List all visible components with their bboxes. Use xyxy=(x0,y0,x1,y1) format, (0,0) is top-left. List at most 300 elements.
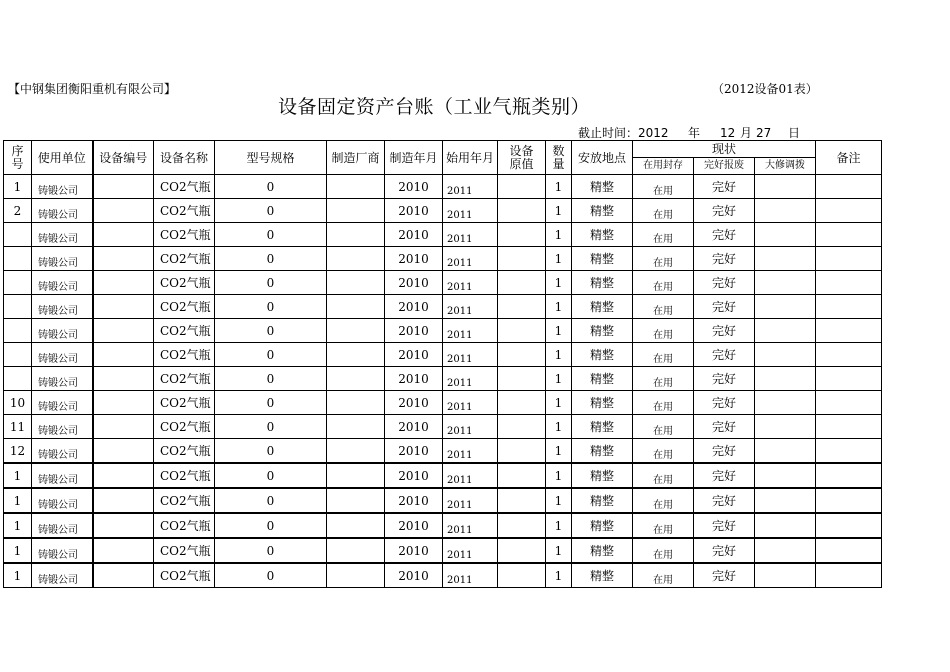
col-equip-name-header: 设备名称 xyxy=(154,141,215,175)
cell-value xyxy=(498,343,546,367)
cell-status-condition: 完好 xyxy=(694,415,755,439)
cell-status-condition: 完好 xyxy=(694,488,755,513)
cell-status-condition: 完好 xyxy=(694,538,755,563)
cell-model: 0 xyxy=(215,513,327,538)
cell-start-date: 2011 xyxy=(443,439,498,464)
cell-location: 精整 xyxy=(572,391,633,415)
cell-make-date: 2010 xyxy=(385,538,443,563)
cell-model: 0 xyxy=(215,295,327,319)
cell-maker xyxy=(327,319,385,343)
cell-status-repair xyxy=(755,488,816,513)
cell-status-repair xyxy=(755,271,816,295)
cell-make-date: 2010 xyxy=(385,367,443,391)
cell-qty: 1 xyxy=(546,367,572,391)
cell-equip-name: CO2气瓶 xyxy=(154,295,215,319)
cell-model: 0 xyxy=(215,538,327,563)
cell-maker xyxy=(327,367,385,391)
cell-remark xyxy=(816,463,882,488)
cell-status-use: 在用 xyxy=(633,199,694,223)
table-row xyxy=(4,247,882,271)
col-qty-line2: 量 xyxy=(552,156,565,171)
cell-qty: 1 xyxy=(546,271,572,295)
cell-remark xyxy=(816,488,882,513)
cell-value xyxy=(498,415,546,439)
cell-unit: 铸锻公司 xyxy=(32,463,93,488)
cell-seq: 1 xyxy=(4,175,32,199)
cell-status-use: 在用 xyxy=(633,175,694,199)
cutoff-year-unit: 年 xyxy=(688,126,701,140)
cell-qty: 1 xyxy=(546,538,572,563)
cell-remark xyxy=(816,199,882,223)
cell-status-condition: 完好 xyxy=(694,175,755,199)
cell-equip-name: CO2气瓶 xyxy=(154,199,215,223)
cell-unit: 铸锻公司 xyxy=(32,343,93,367)
cell-location: 精整 xyxy=(572,223,633,247)
cell-status-repair xyxy=(755,513,816,538)
ledger-body xyxy=(4,175,882,588)
cell-status-repair xyxy=(755,439,816,464)
cell-equip-no xyxy=(93,367,154,391)
cell-unit: 铸锻公司 xyxy=(32,271,93,295)
cell-location: 精整 xyxy=(572,367,633,391)
table-row xyxy=(4,439,882,464)
cell-seq xyxy=(4,223,32,247)
cell-status-repair xyxy=(755,563,816,588)
cell-equip-name: CO2气瓶 xyxy=(154,439,215,464)
cell-status-condition: 完好 xyxy=(694,199,755,223)
cell-status-condition: 完好 xyxy=(694,247,755,271)
col-remark-header: 备注 xyxy=(816,141,882,175)
table-row xyxy=(4,319,882,343)
col-qty-line1: 数 xyxy=(552,143,565,158)
cell-status-repair xyxy=(755,295,816,319)
cell-remark xyxy=(816,439,882,464)
table-row xyxy=(4,199,882,223)
cell-seq xyxy=(4,367,32,391)
cell-equip-no xyxy=(93,271,154,295)
cell-remark xyxy=(816,247,882,271)
col-status-condition-header: 完好报废 xyxy=(694,158,755,175)
cell-status-condition: 完好 xyxy=(694,295,755,319)
cell-equip-no xyxy=(93,538,154,563)
col-location-header: 安放地点 xyxy=(572,141,633,175)
cell-make-date: 2010 xyxy=(385,513,443,538)
cell-value xyxy=(498,463,546,488)
cell-unit: 铸锻公司 xyxy=(32,319,93,343)
cell-equip-name: CO2气瓶 xyxy=(154,538,215,563)
col-qty-header xyxy=(546,141,572,175)
cell-unit: 铸锻公司 xyxy=(32,247,93,271)
cell-maker xyxy=(327,343,385,367)
cell-location: 精整 xyxy=(572,343,633,367)
cell-qty: 1 xyxy=(546,223,572,247)
cell-status-condition: 完好 xyxy=(694,343,755,367)
cell-equip-no xyxy=(93,247,154,271)
cell-start-date: 2011 xyxy=(443,367,498,391)
cell-maker xyxy=(327,175,385,199)
cell-unit: 铸锻公司 xyxy=(32,199,93,223)
cell-make-date: 2010 xyxy=(385,319,443,343)
table-row xyxy=(4,513,882,538)
cell-value xyxy=(498,563,546,588)
cell-start-date: 2011 xyxy=(443,271,498,295)
cell-equip-no xyxy=(93,295,154,319)
col-value-header xyxy=(498,141,546,175)
cell-value xyxy=(498,391,546,415)
cell-model: 0 xyxy=(215,367,327,391)
cell-seq: 1 xyxy=(4,563,32,588)
cell-make-date: 2010 xyxy=(385,223,443,247)
cell-start-date: 2011 xyxy=(443,295,498,319)
cell-maker xyxy=(327,295,385,319)
cell-equip-name: CO2气瓶 xyxy=(154,367,215,391)
cell-qty: 1 xyxy=(546,199,572,223)
cell-status-condition: 完好 xyxy=(694,271,755,295)
cell-qty: 1 xyxy=(546,295,572,319)
cell-make-date: 2010 xyxy=(385,488,443,513)
cell-unit: 铸锻公司 xyxy=(32,367,93,391)
cell-status-repair xyxy=(755,538,816,563)
cell-model: 0 xyxy=(215,463,327,488)
cell-equip-name: CO2气瓶 xyxy=(154,488,215,513)
cell-qty: 1 xyxy=(546,563,572,588)
cell-start-date: 2011 xyxy=(443,563,498,588)
cell-equip-no xyxy=(93,488,154,513)
cell-unit: 铸锻公司 xyxy=(32,563,93,588)
cell-status-condition: 完好 xyxy=(694,223,755,247)
cell-maker xyxy=(327,415,385,439)
cell-model: 0 xyxy=(215,175,327,199)
cell-seq: 2 xyxy=(4,199,32,223)
cutoff-label: 截止时间： xyxy=(578,126,639,140)
cell-status-condition: 完好 xyxy=(694,367,755,391)
cell-unit: 铸锻公司 xyxy=(32,538,93,563)
cell-value xyxy=(498,538,546,563)
cell-remark xyxy=(816,319,882,343)
cell-location: 精整 xyxy=(572,415,633,439)
cell-qty: 1 xyxy=(546,175,572,199)
cell-start-date: 2011 xyxy=(443,319,498,343)
cell-status-repair xyxy=(755,415,816,439)
cell-start-date: 2011 xyxy=(443,391,498,415)
cell-maker xyxy=(327,439,385,464)
cell-equip-no xyxy=(93,175,154,199)
cell-make-date: 2010 xyxy=(385,247,443,271)
cell-location: 精整 xyxy=(572,513,633,538)
cell-model: 0 xyxy=(215,488,327,513)
table-row xyxy=(4,463,882,488)
cell-seq: 10 xyxy=(4,391,32,415)
cell-remark xyxy=(816,175,882,199)
cell-maker xyxy=(327,199,385,223)
cell-status-condition: 完好 xyxy=(694,319,755,343)
cutoff-year: 2012 xyxy=(638,126,669,140)
cell-model: 0 xyxy=(215,319,327,343)
table-row xyxy=(4,343,882,367)
cell-value xyxy=(498,223,546,247)
cell-remark xyxy=(816,538,882,563)
cell-equip-no xyxy=(93,513,154,538)
cell-start-date: 2011 xyxy=(443,223,498,247)
cell-location: 精整 xyxy=(572,199,633,223)
cell-status-use: 在用 xyxy=(633,538,694,563)
cell-equip-name: CO2气瓶 xyxy=(154,513,215,538)
cell-location: 精整 xyxy=(572,488,633,513)
cell-model: 0 xyxy=(215,223,327,247)
cell-qty: 1 xyxy=(546,319,572,343)
cell-make-date: 2010 xyxy=(385,175,443,199)
cutoff-month-unit: 月 xyxy=(740,126,753,140)
cell-status-repair xyxy=(755,247,816,271)
cell-location: 精整 xyxy=(572,439,633,464)
cell-equip-no xyxy=(93,391,154,415)
cell-make-date: 2010 xyxy=(385,271,443,295)
cell-status-use: 在用 xyxy=(633,488,694,513)
cell-model: 0 xyxy=(215,343,327,367)
cell-status-repair xyxy=(755,391,816,415)
cell-start-date: 2011 xyxy=(443,538,498,563)
cell-unit: 铸锻公司 xyxy=(32,488,93,513)
cell-equip-no xyxy=(93,343,154,367)
cell-equip-name: CO2气瓶 xyxy=(154,223,215,247)
cell-equip-name: CO2气瓶 xyxy=(154,391,215,415)
cell-status-condition: 完好 xyxy=(694,513,755,538)
cell-equip-no xyxy=(93,319,154,343)
cell-status-repair xyxy=(755,367,816,391)
cell-qty: 1 xyxy=(546,513,572,538)
cell-value xyxy=(498,513,546,538)
cell-model: 0 xyxy=(215,391,327,415)
cell-maker xyxy=(327,563,385,588)
cell-qty: 1 xyxy=(546,247,572,271)
cell-equip-no xyxy=(93,199,154,223)
cell-model: 0 xyxy=(215,439,327,464)
cell-status-condition: 完好 xyxy=(694,391,755,415)
cell-location: 精整 xyxy=(572,463,633,488)
cell-status-use: 在用 xyxy=(633,223,694,247)
cell-status-use: 在用 xyxy=(633,513,694,538)
table-row xyxy=(4,488,882,513)
cell-maker xyxy=(327,223,385,247)
cell-value xyxy=(498,295,546,319)
cell-status-repair xyxy=(755,199,816,223)
cell-remark xyxy=(816,391,882,415)
cell-make-date: 2010 xyxy=(385,199,443,223)
cell-status-use: 在用 xyxy=(633,439,694,464)
cell-model: 0 xyxy=(215,415,327,439)
cell-make-date: 2010 xyxy=(385,343,443,367)
table-row xyxy=(4,563,882,588)
cutoff-month: 12 xyxy=(720,126,736,140)
cell-value xyxy=(498,488,546,513)
table-row xyxy=(4,223,882,247)
cell-unit: 铸锻公司 xyxy=(32,391,93,415)
cell-status-use: 在用 xyxy=(633,319,694,343)
cell-status-use: 在用 xyxy=(633,343,694,367)
cell-maker xyxy=(327,247,385,271)
cell-qty: 1 xyxy=(546,343,572,367)
cutoff-date xyxy=(578,124,800,141)
col-status-use-header: 在用封存 xyxy=(633,158,694,175)
table-row xyxy=(4,367,882,391)
col-maker-header: 制造厂商 xyxy=(327,141,385,175)
cell-status-use: 在用 xyxy=(633,563,694,588)
cell-start-date: 2011 xyxy=(443,415,498,439)
cell-model: 0 xyxy=(215,199,327,223)
company-name: 【中钢集团衡阳重机有限公司】 xyxy=(8,82,177,96)
table-row xyxy=(4,271,882,295)
cell-equip-no xyxy=(93,223,154,247)
cell-start-date: 2011 xyxy=(443,463,498,488)
cell-maker xyxy=(327,538,385,563)
cell-status-repair xyxy=(755,463,816,488)
cell-location: 精整 xyxy=(572,295,633,319)
cell-equip-name: CO2气瓶 xyxy=(154,343,215,367)
cell-seq: 12 xyxy=(4,439,32,464)
col-status-header: 现状 xyxy=(633,141,816,158)
cell-qty: 1 xyxy=(546,463,572,488)
cell-start-date: 2011 xyxy=(443,247,498,271)
col-seq-header xyxy=(4,141,32,175)
cell-maker xyxy=(327,513,385,538)
cell-seq: 11 xyxy=(4,415,32,439)
col-value-line1: 设备 xyxy=(509,143,534,158)
cell-status-use: 在用 xyxy=(633,391,694,415)
cell-status-repair xyxy=(755,319,816,343)
cell-unit: 铸锻公司 xyxy=(32,295,93,319)
cell-seq xyxy=(4,247,32,271)
cell-status-use: 在用 xyxy=(633,271,694,295)
cell-location: 精整 xyxy=(572,563,633,588)
col-make-date-header: 制造年月 xyxy=(385,141,443,175)
cell-make-date: 2010 xyxy=(385,439,443,464)
cutoff-day: 27 xyxy=(756,126,772,140)
cell-model: 0 xyxy=(215,563,327,588)
cell-seq: 1 xyxy=(4,488,32,513)
cell-remark xyxy=(816,223,882,247)
cell-qty: 1 xyxy=(546,439,572,464)
cell-make-date: 2010 xyxy=(385,415,443,439)
cell-status-use: 在用 xyxy=(633,295,694,319)
cell-unit: 铸锻公司 xyxy=(32,415,93,439)
table-row xyxy=(4,415,882,439)
cell-make-date: 2010 xyxy=(385,295,443,319)
asset-ledger-table xyxy=(3,140,882,588)
cell-unit: 铸锻公司 xyxy=(32,175,93,199)
cell-location: 精整 xyxy=(572,538,633,563)
col-value-line2: 原值 xyxy=(509,156,534,171)
cell-status-use: 在用 xyxy=(633,367,694,391)
cell-status-repair xyxy=(755,223,816,247)
cell-start-date: 2011 xyxy=(443,199,498,223)
cell-equip-name: CO2气瓶 xyxy=(154,175,215,199)
cell-equip-no xyxy=(93,463,154,488)
cell-remark xyxy=(816,343,882,367)
cell-maker xyxy=(327,463,385,488)
cell-status-repair xyxy=(755,175,816,199)
cell-start-date: 2011 xyxy=(443,513,498,538)
cell-unit: 铸锻公司 xyxy=(32,223,93,247)
cell-qty: 1 xyxy=(546,391,572,415)
cell-equip-name: CO2气瓶 xyxy=(154,271,215,295)
col-seq-line1: 序 xyxy=(11,143,24,158)
form-number: （2012设备01表） xyxy=(712,82,818,96)
cell-remark xyxy=(816,513,882,538)
cell-remark xyxy=(816,563,882,588)
cell-value xyxy=(498,247,546,271)
table-row xyxy=(4,175,882,199)
cell-status-use: 在用 xyxy=(633,415,694,439)
cell-make-date: 2010 xyxy=(385,563,443,588)
cell-make-date: 2010 xyxy=(385,463,443,488)
cell-equip-name: CO2气瓶 xyxy=(154,563,215,588)
cell-seq xyxy=(4,319,32,343)
cell-model: 0 xyxy=(215,247,327,271)
cell-location: 精整 xyxy=(572,319,633,343)
cell-qty: 1 xyxy=(546,415,572,439)
cell-seq: 1 xyxy=(4,538,32,563)
cell-status-repair xyxy=(755,343,816,367)
cell-status-use: 在用 xyxy=(633,247,694,271)
cell-equip-name: CO2气瓶 xyxy=(154,415,215,439)
col-status-repair-header: 大修调拨 xyxy=(755,158,816,175)
cell-value xyxy=(498,199,546,223)
cell-seq xyxy=(4,295,32,319)
col-start-date-header: 始用年月 xyxy=(443,141,498,175)
cell-value xyxy=(498,367,546,391)
cell-start-date: 2011 xyxy=(443,488,498,513)
cell-maker xyxy=(327,391,385,415)
cell-equip-no xyxy=(93,415,154,439)
cell-unit: 铸锻公司 xyxy=(32,439,93,464)
cell-unit: 铸锻公司 xyxy=(32,513,93,538)
cell-qty: 1 xyxy=(546,488,572,513)
cell-start-date: 2011 xyxy=(443,175,498,199)
cell-location: 精整 xyxy=(572,271,633,295)
cell-seq xyxy=(4,271,32,295)
cell-location: 精整 xyxy=(572,247,633,271)
col-unit-header: 使用单位 xyxy=(32,141,93,175)
cell-status-use: 在用 xyxy=(633,463,694,488)
col-seq-line2: 号 xyxy=(11,156,24,171)
col-equip-no-header: 设备编号 xyxy=(93,141,154,175)
cell-equip-name: CO2气瓶 xyxy=(154,319,215,343)
cell-maker xyxy=(327,271,385,295)
cell-remark xyxy=(816,367,882,391)
cell-start-date: 2011 xyxy=(443,343,498,367)
col-model-header: 型号规格 xyxy=(215,141,327,175)
cell-value xyxy=(498,319,546,343)
cell-equip-no xyxy=(93,563,154,588)
table-row xyxy=(4,295,882,319)
cell-location: 精整 xyxy=(572,175,633,199)
table-row xyxy=(4,538,882,563)
cell-equip-no xyxy=(93,439,154,464)
cell-status-condition: 完好 xyxy=(694,439,755,464)
cell-model: 0 xyxy=(215,271,327,295)
table-row xyxy=(4,391,882,415)
cell-seq: 1 xyxy=(4,463,32,488)
cutoff-day-unit: 日 xyxy=(788,126,801,140)
page-title: 设备固定资产台账（工业气瓶类别） xyxy=(278,96,591,118)
cell-maker xyxy=(327,488,385,513)
cell-seq xyxy=(4,343,32,367)
cell-make-date: 2010 xyxy=(385,391,443,415)
cell-remark xyxy=(816,271,882,295)
cell-value xyxy=(498,175,546,199)
cell-equip-name: CO2气瓶 xyxy=(154,247,215,271)
cell-value xyxy=(498,439,546,464)
